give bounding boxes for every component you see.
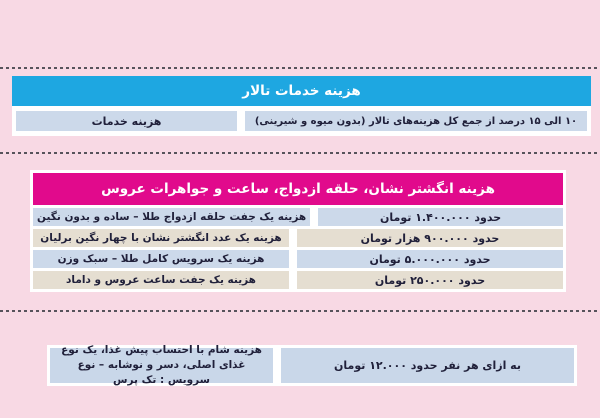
table-row xyxy=(33,250,563,268)
gold-set-label-cell: هزینه یک سرویس کامل طلا – سبک وزن xyxy=(33,250,289,268)
engagement-ring-label-cell: هزینه یک عدد انگشتر نشان با چهار نگین برلیان xyxy=(33,229,289,247)
jewelry-table-header xyxy=(33,173,563,205)
engagement-ring-value-cell: حدود ۹۰۰.۰۰۰ هزار تومان xyxy=(297,229,563,247)
hall-services-table-header xyxy=(12,76,591,106)
jewelry-table-title: هزینه انگشتر نشان، حلقه ازدواج، ساعت و جواهرات عروس xyxy=(101,181,495,197)
table-row xyxy=(33,208,563,226)
table-row xyxy=(16,111,587,131)
hall-services-title: هزینه خدمات تالار xyxy=(242,83,361,99)
dinner-row-frame xyxy=(47,345,577,386)
watches-value-cell: حدود ۲۵۰.۰۰۰ تومان xyxy=(297,271,563,289)
dinner-cost-row xyxy=(47,345,577,386)
hall-services-row-frame xyxy=(12,106,591,136)
dashed-divider-middle xyxy=(0,152,600,154)
gold-set-value-cell: حدود ۵.۰۰۰.۰۰۰ تومان xyxy=(297,250,563,268)
dashed-divider-top xyxy=(0,67,600,69)
watches-label-cell: هزینه یک جفت ساعت عروس و داماد xyxy=(33,271,289,289)
dinner-label-cell: هزینه شام با احتساب پیش غذا، یک نوع غذای اصلی، دسر و نوشابه – نوع سرویس : تک پرس xyxy=(50,348,273,383)
table-row xyxy=(33,229,563,247)
wedding-rings-label-cell: هزینه یک جفت حلقه ازدواج طلا – ساده و بدون نگین xyxy=(33,208,310,226)
table-row xyxy=(33,271,563,289)
jewelry-table xyxy=(30,170,566,292)
dashed-divider-bottom xyxy=(0,310,600,312)
wedding-rings-value-cell: حدود ۱.۴۰۰.۰۰۰ تومان xyxy=(318,208,563,226)
jewelry-table-frame xyxy=(30,170,566,292)
hall-services-table xyxy=(12,76,591,136)
hall-services-value-cell: ۱۰ الی ۱۵ درصد از جمع کل هزینه‌های تالار (بدون میوه و شیرینی) xyxy=(245,111,587,131)
dinner-value-cell: به ازای هر نفر حدود ۱۲.۰۰۰ تومان xyxy=(281,348,574,383)
table-row xyxy=(50,343,574,387)
hall-services-label-cell: هزینه خدمات xyxy=(16,111,237,131)
